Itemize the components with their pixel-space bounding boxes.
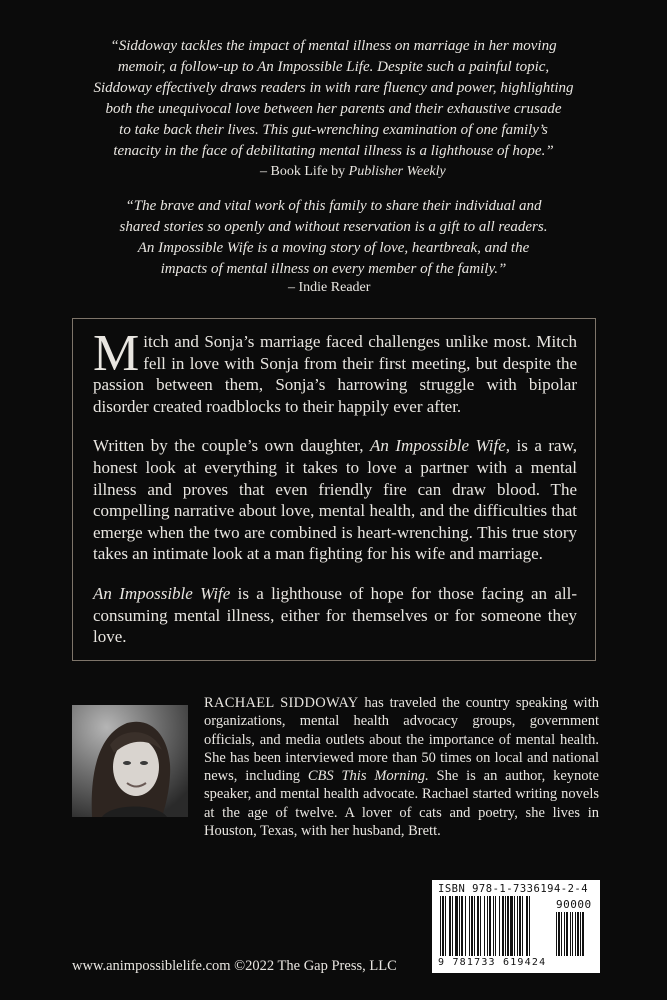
barcode-bar (487, 896, 488, 956)
quote-line: Siddoway effectively draws readers in with rare fluency and power, highlighting (93, 80, 574, 96)
quote-line: shared stories so openly and without reservation is a gift to all readers. (119, 219, 548, 235)
quote-line: both the unequivocal love between her parents and their exhaustive crusade (105, 101, 562, 117)
price-code: 90000 (556, 898, 592, 911)
barcode-bar (445, 896, 446, 956)
author-portrait-image (72, 705, 188, 817)
bio-text: She is an author, keynote speaker, and mental health advocate. Rachael started writing novels at the age of twelve. A lover of cats and poetry, she lives in Houston, Texas, with her husband, Brett. (204, 768, 599, 840)
barcode-bar (505, 896, 506, 956)
barcode-bar (452, 896, 453, 956)
quote-2-attribution: – Indie Reader (288, 280, 371, 295)
tv-show-title: CBS This Morning. (307, 768, 429, 785)
quote-line: to take back their lives. This gut-wrenching examination of one family’s (119, 122, 548, 138)
author-bio (204, 694, 599, 840)
review-quote-2 (50, 196, 617, 280)
barcode-bar (502, 896, 504, 956)
quote-line: “Siddoway tackles the impact of mental illness on marriage in her moving (110, 38, 557, 54)
barcode-bar (495, 896, 496, 956)
paragraph-text: Written by the couple’s own daughter, (93, 436, 370, 456)
barcode-bar (499, 896, 500, 956)
barcode-bar (477, 896, 479, 956)
barcode-bar (442, 896, 444, 956)
barcode-bar (465, 896, 466, 956)
barcode-bar (510, 896, 513, 956)
quote-line: impacts of mental illness on every member of the family.” (160, 261, 507, 277)
author-photo (72, 705, 188, 817)
review-quote-1 (50, 36, 617, 162)
barcode-bar (564, 912, 565, 956)
barcode-bar (522, 896, 523, 956)
barcode-bar (575, 912, 576, 956)
barcode-bar (440, 896, 441, 956)
barcode-bar (514, 896, 515, 956)
barcode-bar (529, 896, 530, 956)
book-title: An Impossible Wife, (369, 436, 510, 456)
description-paragraph-1 (93, 325, 577, 417)
barcode-number: 9 781733 619424 (438, 957, 547, 968)
barcode-bar (474, 896, 475, 956)
bio-text: has traveled the country speaking with organizations, mental health advocacy groups, government officials, and media outlets about the importance of mental health. She has been interviewed more than 50 times on local and national news, including (204, 695, 599, 785)
barcode-bar (526, 896, 528, 956)
book-title: An Impossible Wife (93, 583, 231, 603)
quote-line: memoir, a follow-up to An Impossible Life. Despite such a painful topic, (117, 59, 550, 75)
barcode-bar (561, 912, 562, 956)
isbn-barcode (432, 880, 600, 973)
barcode-bar (455, 896, 458, 956)
barcode-bar (582, 912, 584, 956)
barcode-bar (461, 896, 463, 956)
description-paragraph-2 (93, 435, 577, 565)
quote-line: “The brave and vital work of this family to share their individual and (125, 198, 542, 214)
quote-1-attribution (260, 164, 446, 180)
quote-line: An Impossible Wife is a moving story of love, heartbreak, and the (137, 240, 530, 256)
barcode-bar (570, 912, 571, 956)
barcode-bar (469, 896, 470, 956)
barcode-bar (459, 896, 460, 956)
barcode-bar (566, 912, 568, 956)
barcode-bar (580, 912, 581, 956)
paragraph-text: is a raw, honest look at everything it takes to love a partner with a mental illness and proves that even friendly fire can draw blood. The compelling narrative about love, mental health, and the difficulties that emerge when the two are combined is heart-wrenching. This true story takes an intimate look at a man fighting for his wife and marriage. (93, 436, 578, 564)
barcode-bar (507, 896, 509, 956)
description-box (72, 318, 596, 661)
barcode-bar (489, 896, 491, 956)
attribution-publisher: Publisher Weekly (348, 164, 446, 179)
drop-cap: M (93, 325, 140, 382)
barcode-bar (577, 912, 579, 956)
barcode-bar (558, 912, 560, 956)
isbn-label: ISBN 978-1-7336194-2-4 (438, 883, 589, 895)
attribution-text: – Book Life by (260, 164, 349, 179)
barcode-bar (471, 896, 473, 956)
barcode-bar (493, 896, 494, 956)
quote-line: tenacity in the face of debilitating mental illness is a lighthouse of hope.” (113, 143, 554, 159)
paragraph-text: is a lighthouse of hope for those facing an all-consuming mental illness, either for themselves or for someone they love. (93, 583, 577, 647)
barcode-bar (556, 912, 557, 956)
author-name: RACHAEL SIDDOWAY (204, 695, 359, 711)
barcode-bar (572, 912, 573, 956)
barcode-bar (519, 896, 521, 956)
barcode-bar (484, 896, 485, 956)
footer-publisher-line: www.animpossiblelife.com ©2022 The Gap Press, LLC (72, 958, 397, 974)
paragraph-text: itch and Sonja’s marriage faced challenges unlike most. Mitch fell in love with Sonja from their first meeting, but despite the passion between them, Sonja’s harrowing struggle with bipolar disorder created roadblocks to their happily ever after. (93, 332, 577, 416)
barcode-bar (517, 896, 518, 956)
description-paragraph-3 (93, 583, 577, 648)
barcode-bar (480, 896, 481, 956)
barcode-bar (449, 896, 451, 956)
